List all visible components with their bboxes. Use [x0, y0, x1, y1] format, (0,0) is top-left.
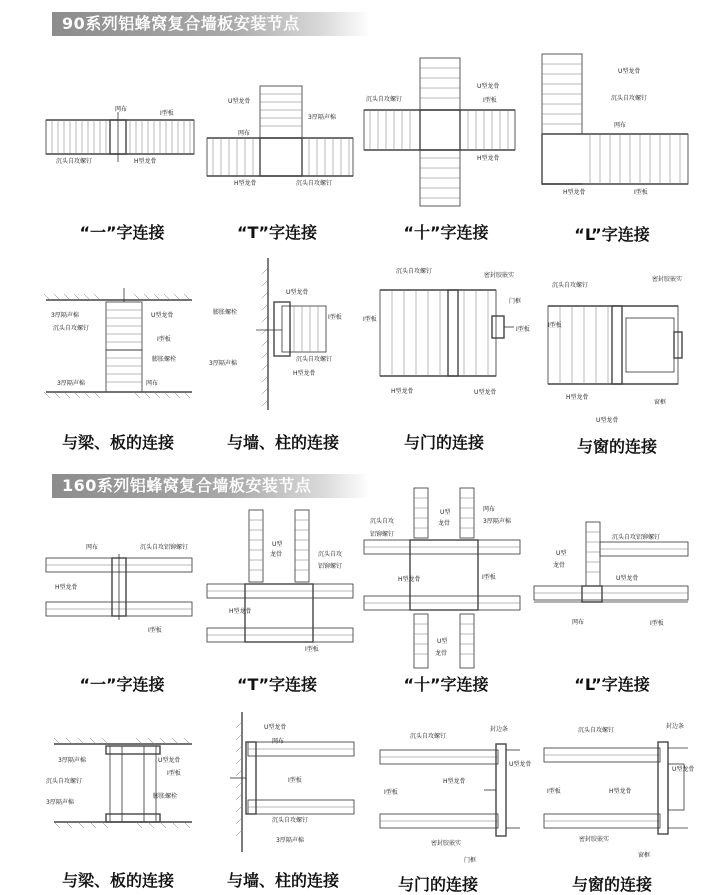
- label-ulonggu: U型龙骨: [474, 389, 497, 396]
- caption-90-beam: 与梁、板的连接: [61, 433, 175, 452]
- label-iban: I型板: [482, 574, 496, 581]
- label-geshengmian: 3厚隔声棉: [209, 360, 237, 367]
- caption-90-cross: “十”字连接: [403, 223, 489, 242]
- label-hlonggu: H型龙骨: [443, 778, 466, 785]
- label-chentou: 沉头自攻螺钉: [611, 95, 648, 102]
- label-chentou: 沉头自攻螺钉: [552, 282, 589, 289]
- label-wangbu: 网布: [483, 506, 496, 513]
- caption-160-t: “T”字连接: [237, 675, 317, 694]
- label-chentou: 沉头自攻螺钉: [296, 356, 333, 363]
- label-pengzhang: 膨胀螺栓: [152, 356, 177, 363]
- label-chentou: 沉头自攻螺钉: [296, 180, 333, 187]
- label-chentou: 沉头自攻螺钉: [272, 817, 309, 824]
- label-hlonggu: H型龙骨: [229, 608, 252, 615]
- label-hlonggu: H型龙骨: [391, 388, 414, 395]
- caption-160-l: “L”字连接: [574, 675, 650, 694]
- caption-160-wall: 与墙、柱的连接: [226, 871, 340, 890]
- label-iban: I型板: [548, 322, 562, 329]
- label-geshengmian: 3厚隔声棉: [46, 799, 74, 806]
- diagram-160-l: [532, 522, 690, 622]
- caption-160-beam: 与梁、板的连接: [61, 871, 175, 890]
- label-longgu: 龙骨: [438, 520, 451, 527]
- caption-90-window: 与窗的连接: [576, 437, 658, 456]
- label-wangbu: 网布: [115, 106, 128, 113]
- diagram-90-door: [378, 280, 523, 385]
- label-geshengmian: 3厚隔声棉: [308, 114, 336, 121]
- label-iban: I型板: [483, 97, 497, 104]
- diagram-160-wall: [228, 712, 356, 857]
- label-iban: I型板: [157, 336, 171, 343]
- label-menkuang: 门框: [464, 857, 477, 864]
- diagram-90-straight: [44, 112, 196, 162]
- caption-90-t: “T”字连接: [237, 223, 317, 242]
- label-menkuang: 门框: [509, 298, 522, 305]
- label-wangbu: 网布: [572, 619, 585, 626]
- caption-90-wall: 与墙、柱的连接: [226, 433, 340, 452]
- section-banner-160: [52, 474, 370, 498]
- label-uxing: U型: [272, 541, 283, 548]
- label-wangbu: 网布: [86, 544, 99, 551]
- label-ulonggu: U型龙骨: [596, 417, 619, 424]
- label-hlonggu: H型龙骨: [477, 155, 500, 162]
- label-geshengmian: 3厚隔声棉: [57, 380, 85, 387]
- label-mifeng: 密封胶嵌实: [484, 272, 515, 279]
- label-chentou-mao: 沉头自攻铝铆螺钉: [140, 544, 189, 551]
- label-ulonggu: U型龙骨: [618, 68, 641, 75]
- caption-160-door: 与门的连接: [397, 875, 479, 894]
- label-chentou: 沉头自攻螺钉: [46, 778, 83, 785]
- diagram-160-t: [205, 510, 355, 645]
- label-ulonggu: U型龙骨: [158, 757, 181, 764]
- label-chentou: 沉头自攻螺钉: [396, 268, 433, 275]
- label-iban: I型板: [167, 770, 181, 777]
- label-chentou: 沉头自攻螺钉: [53, 325, 90, 332]
- label-fengbiantiao: 封边条: [666, 723, 685, 730]
- label-ulonggu: U型龙骨: [477, 83, 500, 90]
- label-geshengmian: 3厚隔声棉: [276, 837, 304, 844]
- label-geshengmian: 3厚隔声棉: [483, 518, 511, 525]
- label-iban: I型板: [160, 110, 174, 117]
- label-maoding: 铝铆螺钉: [370, 531, 395, 538]
- label-geshengmian: 3厚隔声棉: [51, 312, 79, 319]
- diagram-90-cross: [362, 58, 517, 206]
- label-iban: I型板: [288, 777, 302, 784]
- label-geshengmian: 3厚隔声棉: [58, 757, 86, 764]
- label-iban: I型板: [363, 316, 377, 323]
- label-hlonggu: H型龙骨: [398, 576, 421, 583]
- label-ulonggu: U型龙骨: [672, 766, 695, 773]
- caption-160-cross: “十”字连接: [403, 675, 489, 694]
- label-ulonggu: U型龙骨: [264, 724, 287, 731]
- label-uxing: U型: [556, 550, 567, 557]
- label-hlonggu: H型龙骨: [134, 158, 157, 165]
- label-uxing: U型: [440, 509, 451, 516]
- label-wangbu: 网布: [272, 738, 285, 745]
- label-longgu: 龙骨: [435, 650, 448, 657]
- label-chentou-mao: 沉头自攻铝铆螺钉: [612, 534, 661, 541]
- label-longgu: 龙骨: [553, 562, 566, 569]
- caption-90-door: 与门的连接: [403, 433, 485, 452]
- label-fengbiantiao: 封边条: [490, 726, 509, 733]
- label-iban: I型板: [634, 189, 648, 196]
- caption-90-straight: “一”字连接: [79, 223, 165, 242]
- label-chentou2: 沉头自攻: [370, 518, 395, 525]
- caption-90-l: “L”字连接: [574, 225, 650, 244]
- label-chuangkuang: 窗框: [638, 852, 651, 859]
- label-iban: I型板: [328, 314, 342, 321]
- label-hlonggu: H型龙骨: [563, 189, 586, 196]
- label-hlonggu: H型龙骨: [55, 584, 78, 591]
- label-ulonggu: U型龙骨: [286, 289, 309, 296]
- label-chuangkuang: 窗框: [654, 399, 667, 406]
- section-title-90: 90系列铝蜂窝复合墙板安装节点: [62, 14, 300, 33]
- label-hlonggu: H型龙骨: [293, 370, 316, 377]
- label-iban: I型板: [148, 627, 162, 634]
- diagram-160-door: [378, 730, 523, 850]
- label-iban: I型板: [384, 789, 398, 796]
- label-iban: I型板: [547, 788, 561, 795]
- label-hlonggu: H型龙骨: [609, 788, 632, 795]
- label-wangbu: 网布: [146, 380, 159, 387]
- label-hlonggu: H型龙骨: [566, 394, 589, 401]
- label-chentou: 沉头自攻螺钉: [578, 727, 615, 734]
- label-iban: I型板: [305, 646, 319, 653]
- label-hlonggu: H型龙骨: [234, 180, 257, 187]
- section-banner-90: [52, 12, 370, 36]
- diagram-90-window: [546, 296, 686, 396]
- label-mifeng: 密封胶嵌实: [652, 276, 683, 283]
- label-iban: I型板: [650, 620, 664, 627]
- label-chentou: 沉头自攻螺钉: [366, 96, 403, 103]
- diagram-90-wall: [210, 258, 350, 413]
- label-ulonggu: U型龙骨: [616, 575, 639, 582]
- caption-160-window: 与窗的连接: [571, 875, 653, 894]
- label-mifeng: 密封胶嵌实: [579, 836, 610, 843]
- label-wangbu: 网布: [238, 130, 251, 137]
- section-title-160: 160系列铝蜂窝复合墙板安装节点: [62, 476, 312, 495]
- label-chentou: 沉头自攻螺钉: [410, 733, 447, 740]
- label-ulonggu: U型龙骨: [509, 761, 532, 768]
- label-uxing: U型: [437, 638, 448, 645]
- label-mifeng: 密封胶嵌实: [431, 840, 462, 847]
- label-wangbu: 网布: [614, 122, 627, 129]
- label-pengzhang: 膨胀螺栓: [213, 309, 238, 316]
- label-iban: I型板: [516, 326, 530, 333]
- label-chentou2: 沉头自攻: [318, 551, 343, 558]
- label-longgu: 龙骨: [270, 551, 283, 558]
- label-ulonggu: U型龙骨: [151, 312, 174, 319]
- label-ulonggu: U型龙骨: [228, 98, 251, 105]
- label-pengzhang: 膨胀螺栓: [153, 793, 178, 800]
- label-maoding: 铝铆螺钉: [318, 563, 343, 570]
- caption-160-straight: “一”字连接: [79, 675, 165, 694]
- label-chentou: 沉头自攻螺钉: [56, 158, 93, 165]
